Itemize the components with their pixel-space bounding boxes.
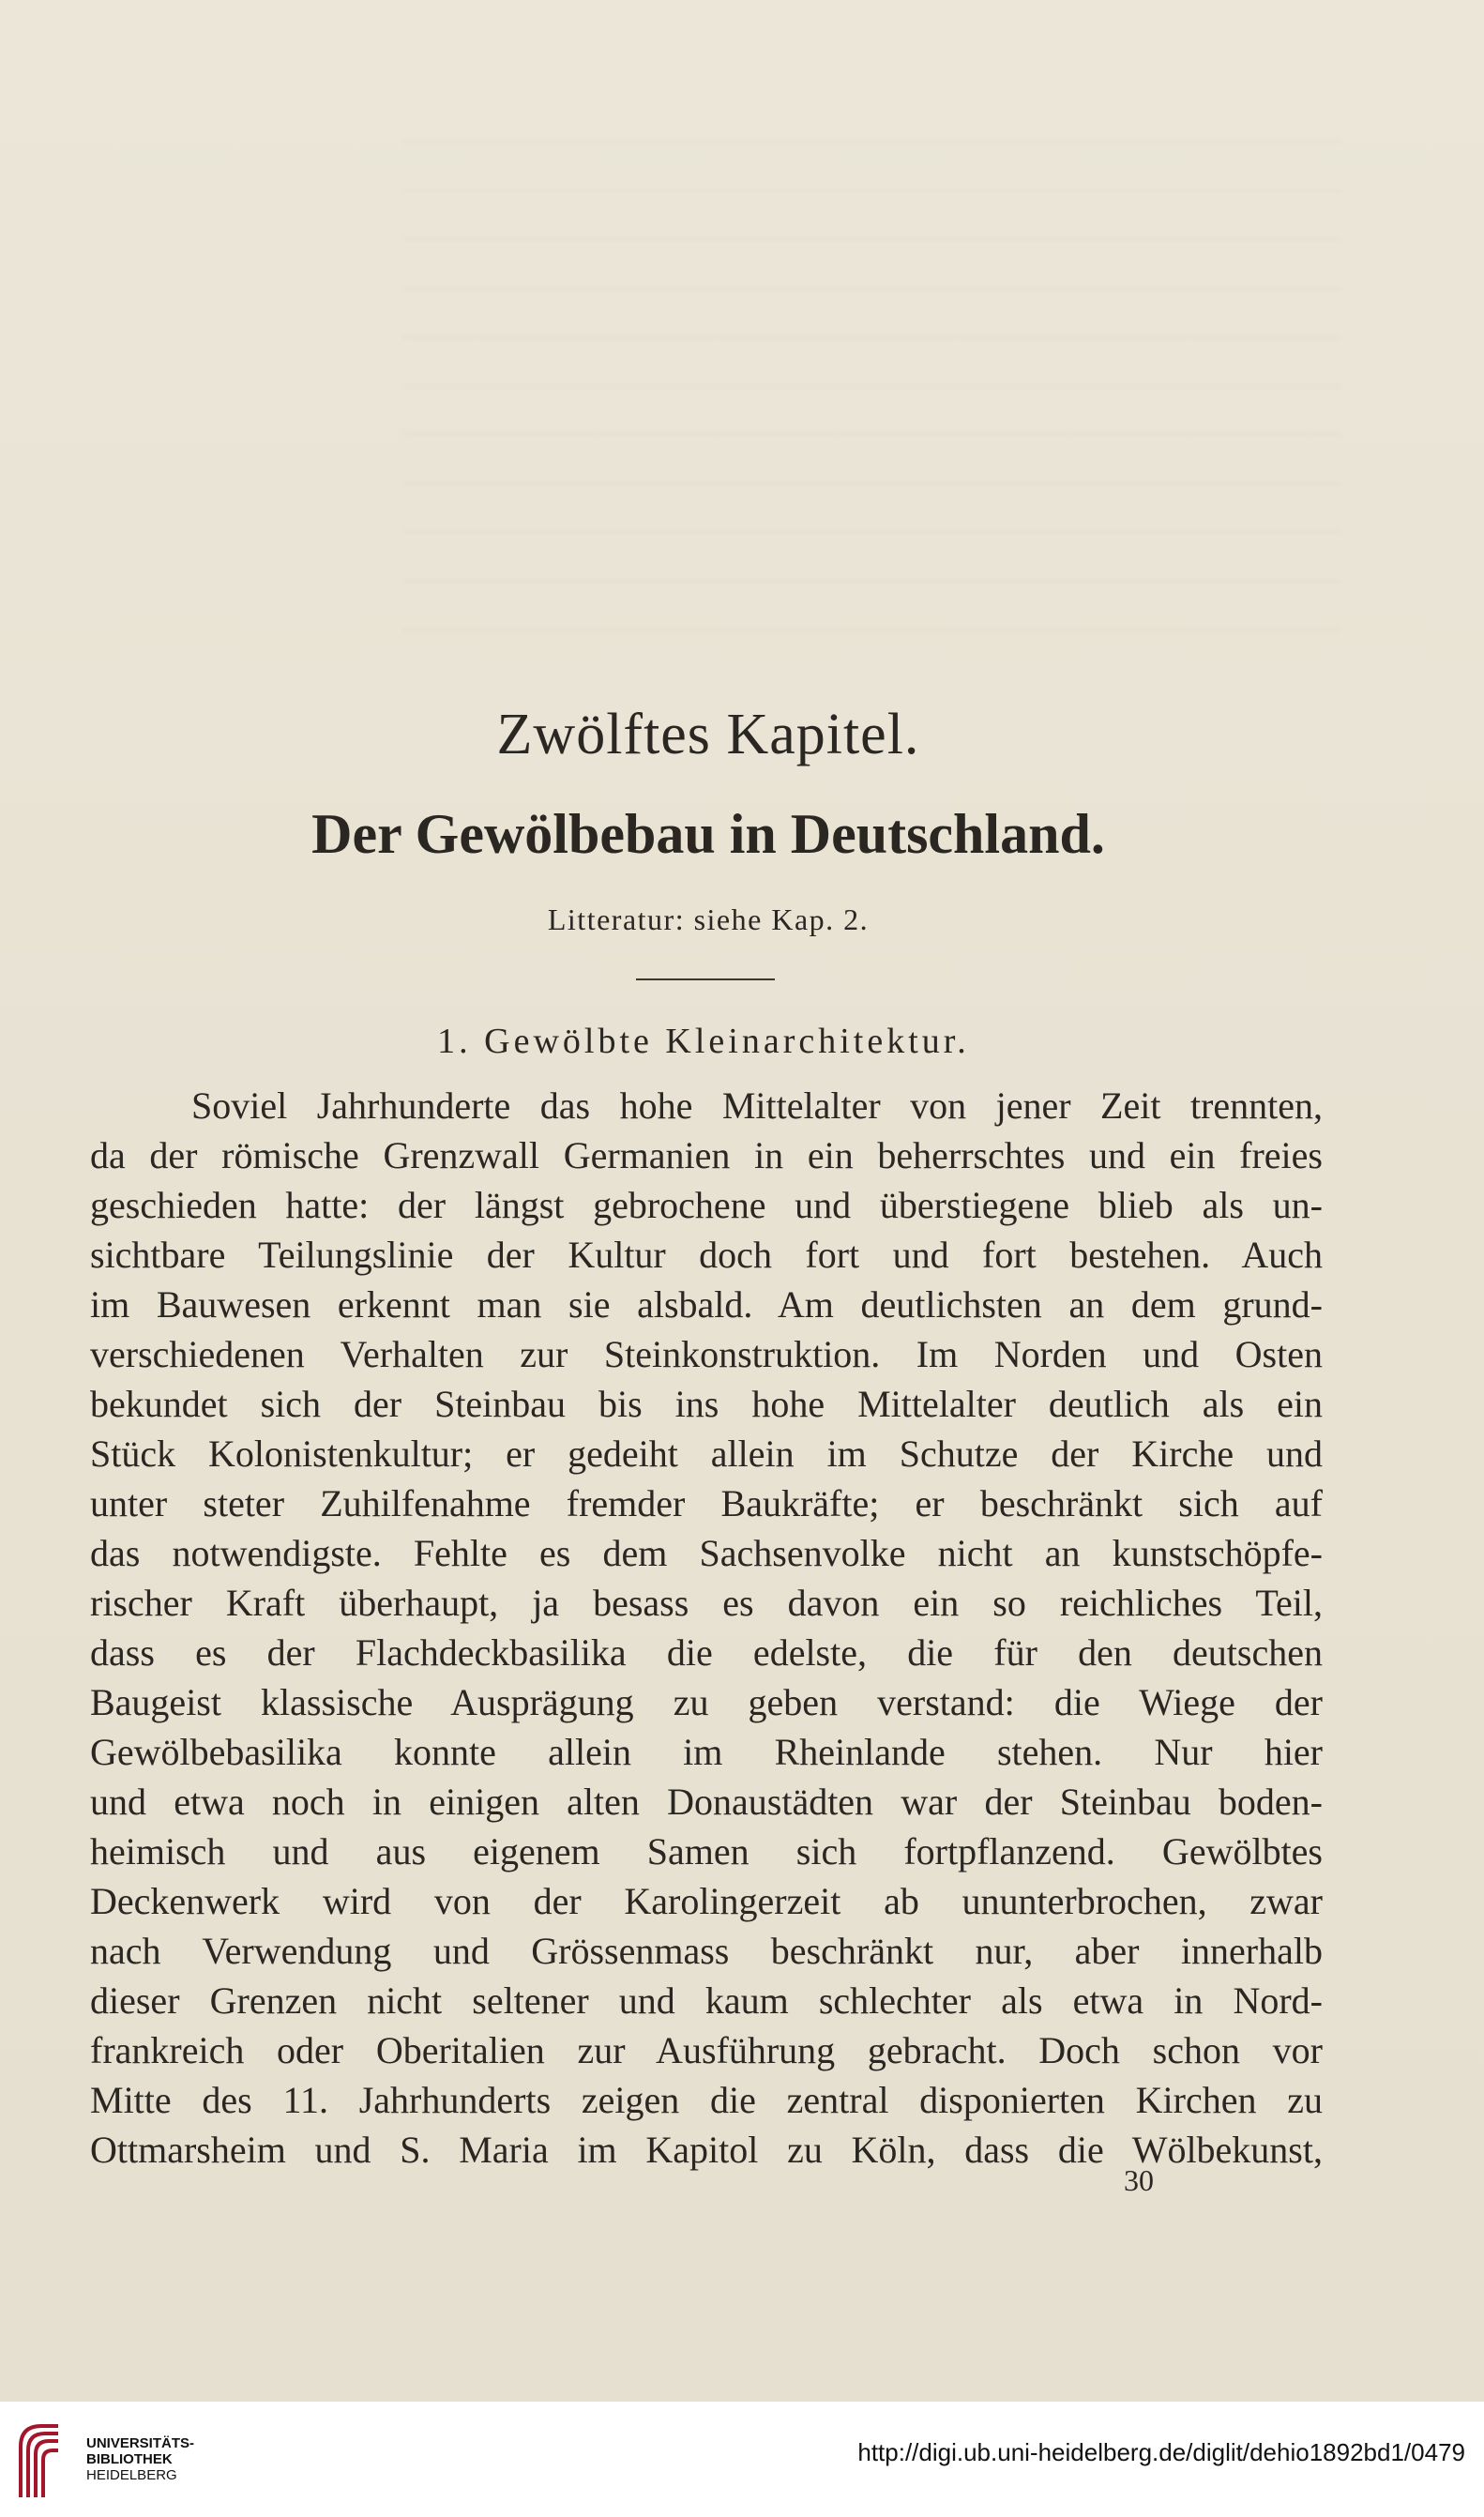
- body-line: Soviel Jahrhunderte das hohe Mittelalter von jener Zeit trennten,: [191, 1084, 1323, 1127]
- bleed-through-texture: [403, 141, 1341, 666]
- body-line: bekundet sich der Steinbau bis ins hohe Mittelalter deutlich als ein: [90, 1383, 1323, 1425]
- library-logo-icon: [15, 2418, 64, 2499]
- body-line: Baugeist klassische Ausprägung zu geben verstand: die Wiege der: [90, 1681, 1323, 1723]
- section-heading: 1. Gewölbte Kleinarchitektur.: [437, 1022, 970, 1061]
- body-text: [90, 1081, 1323, 2175]
- body-line: Mitte des 11. Jahrhunderts zeigen die zentral disponierten Kirchen zu: [90, 2079, 1323, 2121]
- chapter-heading: Zwölftes Kapitel.: [496, 703, 920, 766]
- chapter-title: Der Gewölbebau in Deutschland.: [311, 803, 1105, 865]
- library-name: [86, 2435, 194, 2483]
- divider-rule: [636, 978, 775, 980]
- body-line: nach Verwendung und Grössenmass beschränkt nur, aber innerhalb: [90, 1930, 1323, 1972]
- body-line: Stück Kolonistenkultur; er gedeiht allein im Schutze der Kirche und: [90, 1433, 1323, 1475]
- body-line: dieser Grenzen nicht seltener und kaum schlechter als etwa in Nord-: [90, 1979, 1323, 2022]
- page-number: 30: [1124, 2163, 1154, 2197]
- body-line: heimisch und aus eigenem Samen sich fortpflanzend. Gewölbtes: [90, 1830, 1323, 1873]
- library-line-3: HEIDELBERG: [86, 2467, 177, 2483]
- library-line-1: UNIVERSITÄTS-: [86, 2435, 195, 2451]
- body-line: dass es der Flachdeckbasilika die edelste, die für den deutschen: [90, 1631, 1323, 1674]
- body-line: Deckenwerk wird von der Karolingerzeit ab ununterbrochen, zwar: [90, 1880, 1323, 1922]
- body-line: frankreich oder Oberitalien zur Ausführung gebracht. Doch schon vor: [90, 2029, 1323, 2071]
- body-line: im Bauwesen erkennt man sie alsbald. Am deutlichsten an dem grund-: [90, 1283, 1323, 1326]
- library-line-2: BIBLIOTHEK: [86, 2451, 173, 2467]
- body-line: das notwendigste. Fehlte es dem Sachsenvolke nicht an kunstschöpfe-: [90, 1532, 1323, 1574]
- body-line: sichtbare Teilungslinie der Kultur doch fort und fort bestehen. Auch: [90, 1234, 1323, 1276]
- source-url-link[interactable]: http://digi.ub.uni-heidelberg.de/diglit/dehio1892bd1/0479: [857, 2438, 1465, 2466]
- body-line: unter steter Zuhilfenahme fremder Baukräfte; er beschränkt sich auf: [90, 1482, 1323, 1524]
- body-line: Ottmarsheim und S. Maria im Kapitol zu Köln, dass die Wölbekunst,: [90, 2129, 1323, 2171]
- body-line: und etwa noch in einigen alten Donaustädten war der Steinbau boden-: [90, 1781, 1323, 1823]
- body-line: geschieden hatte: der längst gebrochene und überstiegene blieb als un-: [90, 1184, 1323, 1226]
- body-line: da der römische Grenzwall Germanien in ein beherrschtes und ein freies: [90, 1134, 1323, 1176]
- body-line: Gewölbebasilika konnte allein im Rheinlande stehen. Nur hier: [90, 1731, 1323, 1773]
- body-line: verschiedenen Verhalten zur Steinkonstruktion. Im Norden und Osten: [90, 1333, 1323, 1375]
- literature-note: Litteratur: siehe Kap. 2.: [547, 902, 870, 936]
- body-line: rischer Kraft überhaupt, ja besass es davon ein so reichliches Teil,: [90, 1582, 1323, 1624]
